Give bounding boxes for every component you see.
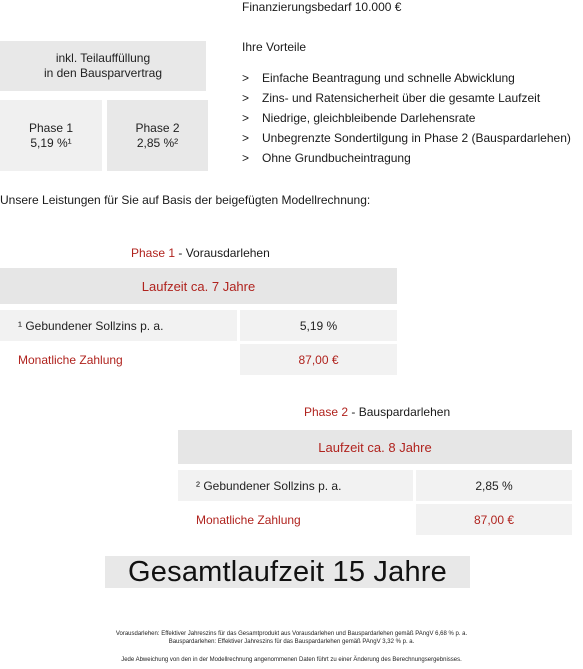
phase1-rate-label: ¹ Gebundener Sollzins p. a.	[0, 310, 237, 341]
phase1-payment-label: Monatliche Zahlung	[0, 344, 237, 375]
benefit-item	[242, 111, 475, 125]
benefit-label: Einfache Beantragung und schnelle Abwicklung	[262, 71, 515, 85]
phase1-payment-value: 87,00 €	[240, 344, 397, 375]
phase2-label: Phase 2	[304, 405, 349, 419]
arrow-icon: >	[242, 151, 250, 165]
phase2-rate-value: 2,85 %	[416, 470, 572, 501]
phase2-heading	[304, 405, 450, 419]
phase1-label: Phase 1	[131, 246, 176, 260]
phase2-duration: Laufzeit ca. 8 Jahre	[178, 430, 572, 464]
arrow-icon: >	[242, 131, 250, 145]
financing-amount: Finanzierungsbedarf 10.000 €	[242, 0, 402, 14]
phase1-box: Phase 1 5,19 %¹	[0, 100, 102, 171]
arrow-icon: >	[242, 111, 250, 125]
phase2-sublabel: - Bauspardarlehen	[348, 405, 451, 419]
benefit-label: Niedrige, gleichbleibende Darlehensrate	[262, 111, 476, 125]
benefit-item	[242, 71, 515, 85]
footnote-3: Jede Abweichung von den in der Modellrechnung angenommenen Daten führt zu einer Änderung des Berechnungsergebnisses.	[121, 657, 462, 663]
phase1-rate-value: 5,19 %	[240, 310, 397, 341]
total-duration: Gesamtlaufzeit 15 Jahre	[105, 556, 470, 588]
benefit-label: Ohne Grundbucheintragung	[262, 151, 411, 165]
benefit-item	[242, 131, 571, 145]
footnote-1: Vorausdarlehen: Effektiver Jahreszins für das Gesamtprodukt aus Vorausdarlehen und Bauspardarlehen gemäß PAngV 6,68 % p. a.	[115, 631, 468, 637]
benefit-item	[242, 91, 540, 105]
benefit-item	[242, 151, 411, 165]
arrow-icon: >	[242, 71, 250, 85]
phase1-sublabel: - Vorausdarlehen	[175, 246, 270, 260]
arrow-icon: >	[242, 91, 250, 105]
phase2-rate-label: ² Gebundener Sollzins p. a.	[178, 470, 413, 501]
benefit-label: Unbegrenzte Sondertilgung in Phase 2 (Bauspardarlehen)	[262, 131, 571, 145]
top-info-box: inkl. Teilauffüllung in den Bausparvertrag	[0, 41, 206, 91]
intro-text: Unsere Leistungen für Sie auf Basis der beigefügten Modellrechnung:	[0, 193, 371, 207]
benefits-title: Ihre Vorteile	[242, 40, 307, 54]
phase2-box: Phase 2 2,85 %²	[107, 100, 208, 171]
benefit-label: Zins- und Ratensicherheit über die gesamte Laufzeit	[262, 91, 541, 105]
footnote-2: Bauspardarlehen: Effektiver Jahreszins für das Bauspardarlehen gemäß PAngV 3,32 % p. a.	[168, 639, 415, 645]
phase1-heading	[131, 246, 270, 260]
phase2-payment-label: Monatliche Zahlung	[178, 504, 413, 535]
phase2-payment-value: 87,00 €	[416, 504, 572, 535]
phase1-duration: Laufzeit ca. 7 Jahre	[0, 268, 397, 304]
